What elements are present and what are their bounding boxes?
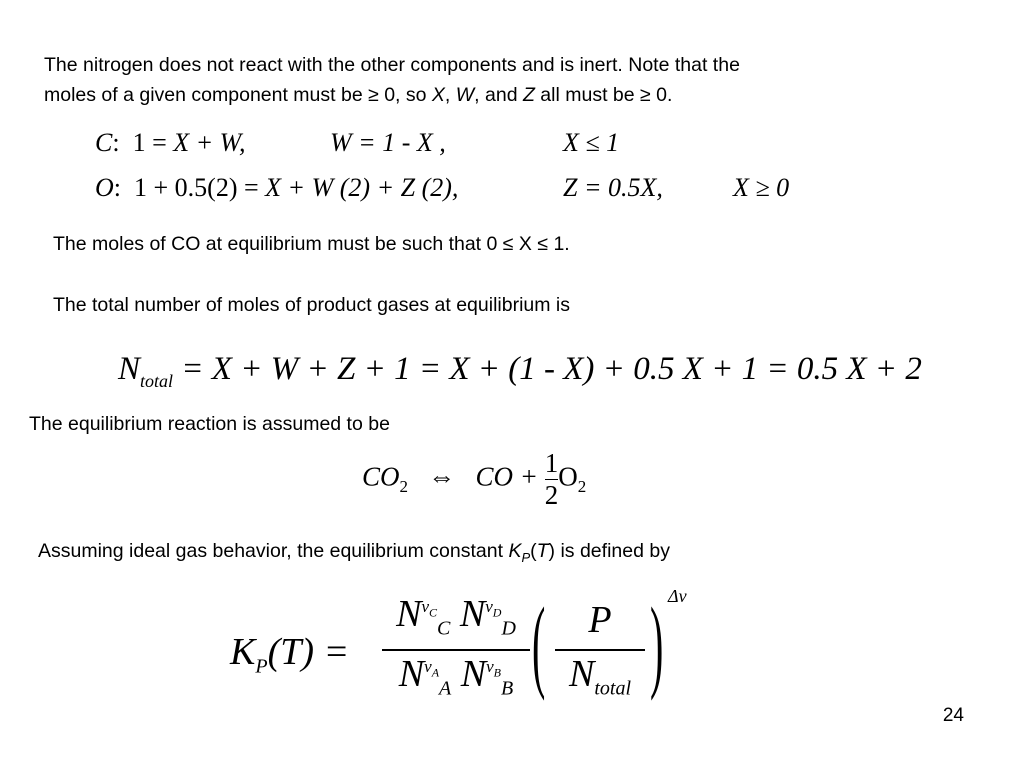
b: B <box>501 677 514 700</box>
reactant: CO <box>362 461 400 492</box>
rhs: X + W (2) + Z (2), <box>265 173 459 202</box>
reactant-sub: 2 <box>399 477 409 497</box>
intro-line-2-text: moles of a given component must be ≥ 0, so <box>44 84 432 106</box>
nu-a: ν <box>424 657 432 677</box>
label-o: O <box>95 173 114 202</box>
sub-b: B <box>493 665 501 680</box>
x-upper-bound: X ≤ 1 <box>563 128 620 157</box>
kp-intro-b: ) is defined by <box>548 540 670 562</box>
mole-denominator <box>382 652 530 700</box>
kp-intro-a: Assuming ideal gas behavior, the equilibrium constant <box>38 540 509 562</box>
sub-d: D <box>492 605 502 620</box>
x-lower-bound: X ≥ 0 <box>733 173 790 202</box>
intro-line-1: The nitrogen does not react with the other components and is inert. Note that the <box>44 54 740 76</box>
var-w: W <box>455 84 475 106</box>
half-coefficient <box>545 448 559 511</box>
kp-k: K <box>508 540 522 562</box>
left-paren: ( <box>532 585 546 702</box>
mole-fraction-bar <box>382 649 530 651</box>
n-symbol: N <box>118 351 141 387</box>
total-sub: total <box>594 677 632 700</box>
sep: , <box>444 84 456 106</box>
intro-line-2 <box>44 80 672 110</box>
nb: N <box>460 653 487 695</box>
page-number: 24 <box>942 705 964 726</box>
z-expression: Z = 0.5X, <box>563 173 663 202</box>
kp-k-sub: P <box>521 549 531 565</box>
label-c: C <box>95 128 113 157</box>
co-range-text: The moles of CO at equilibrium must be such that 0 ≤ X ≤ 1. <box>53 233 570 255</box>
right-paren: ) <box>650 585 664 702</box>
nd: N <box>459 593 486 635</box>
n-total-equation <box>118 351 922 391</box>
delta-nu-exponent: Δν <box>668 586 687 606</box>
kp-intro-text <box>38 536 670 566</box>
n-total-den: N <box>568 653 595 695</box>
sub-c: C <box>429 605 438 620</box>
coef-den: 2 <box>544 480 559 510</box>
nc: N <box>396 593 422 635</box>
lhs: 1 + 0.5(2) = <box>134 173 266 202</box>
product-o2-sub: 2 <box>577 477 587 497</box>
n-total-rhs: = X + W + Z + 1 = X + (1 - X) + 0.5 X + 1 = 0.5 X + 2 <box>181 351 922 387</box>
w-expression: W = 1 - X , <box>330 128 446 157</box>
kp-eq-k: K <box>230 631 256 673</box>
total-moles-text: The total number of moles of product gases at equilibrium is <box>53 294 571 316</box>
pressure-p: P <box>588 599 612 641</box>
nu-b: ν <box>486 657 494 677</box>
rhs: X + W, <box>173 128 246 157</box>
var-z: Z <box>522 84 535 106</box>
lhs: 1 = <box>132 128 174 157</box>
kp-eq-sub: P <box>255 655 268 678</box>
coef-num: 1 <box>544 448 559 478</box>
product-co: CO + <box>475 461 545 492</box>
carbon-balance-w <box>330 128 446 158</box>
carbon-balance-condition <box>563 128 619 158</box>
mole-numerator <box>382 592 530 640</box>
product-o2: O <box>558 461 578 492</box>
oxygen-balance-z <box>563 173 663 203</box>
kp-open: ( <box>530 540 537 562</box>
d: D <box>501 617 516 640</box>
kp-t: T <box>536 540 549 562</box>
nu-d: ν <box>485 597 493 617</box>
sep: , and <box>474 84 523 106</box>
pressure-fraction-bar <box>555 649 645 651</box>
equilibrium-reaction <box>362 448 586 511</box>
a: A <box>439 677 452 700</box>
reaction-intro-text: The equilibrium reaction is assumed to be <box>29 413 390 435</box>
intro-line-2-end: all must be ≥ 0. <box>534 84 673 106</box>
nu-c: ν <box>421 597 429 617</box>
var-x: X <box>431 84 445 106</box>
oxygen-balance-equation: O: 1 + 0.5(2) = X + W (2) + Z (2), <box>95 173 459 202</box>
equilibrium-arrow-icon: ⇔ <box>428 461 456 492</box>
kp-eq-t: (T) = <box>267 631 350 673</box>
carbon-balance-equation: C: 1 = X + W, <box>95 128 246 157</box>
c: C <box>437 617 451 640</box>
n-subscript: total <box>140 370 174 391</box>
sub-a: A <box>431 665 440 680</box>
na: N <box>398 653 425 695</box>
oxygen-balance-condition <box>733 173 789 203</box>
